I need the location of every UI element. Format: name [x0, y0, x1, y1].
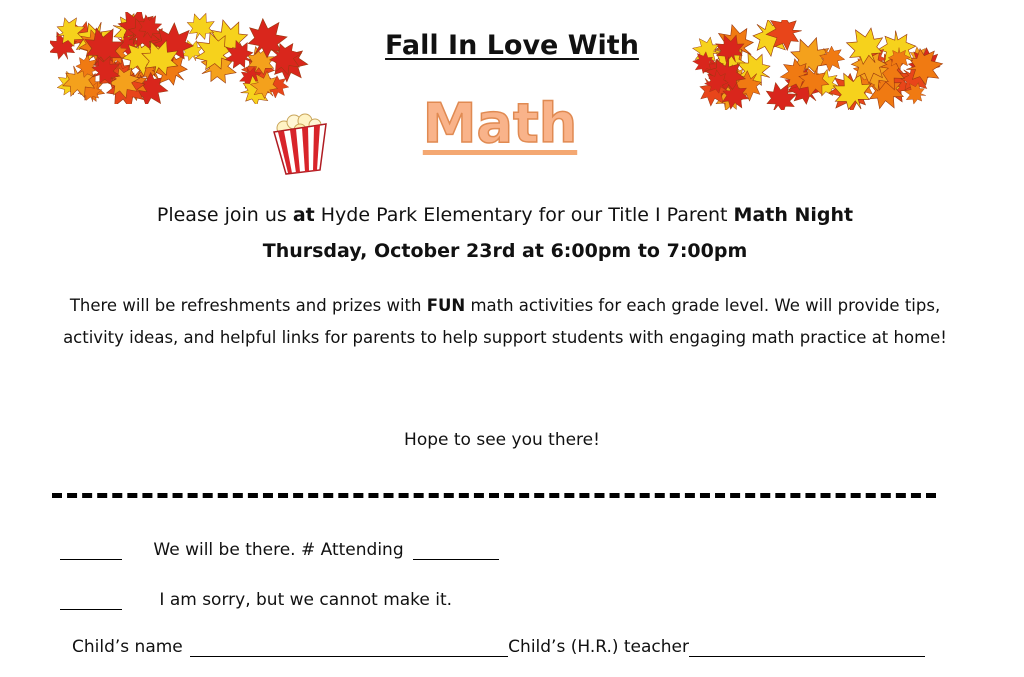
cut-line-divider — [52, 493, 936, 498]
not-attending-label: I am sorry, but we cannot make it. — [159, 590, 453, 610]
child-info-row — [72, 637, 925, 657]
not-attending-check-blank[interactable] — [60, 591, 122, 610]
invite-at: at — [292, 204, 315, 226]
event-description — [60, 290, 950, 354]
flyer-title: Fall In Love With — [385, 30, 639, 61]
invite-event: Math Night — [733, 204, 854, 226]
rsvp-attending-row — [60, 540, 499, 560]
description-emphasis: FUN — [426, 296, 466, 315]
leaf-shape — [778, 56, 814, 92]
child-name-label: Child’s name — [72, 637, 183, 657]
description-after: math activities for each grade level. We will provide tips, activity ideas, and helpful links for parents to help support students with engaging math practice at home! — [63, 296, 947, 347]
attending-check-blank[interactable] — [60, 541, 122, 560]
leaf-shape — [856, 57, 890, 91]
leaf-shape — [105, 58, 138, 91]
child-name-blank[interactable] — [190, 638, 508, 657]
description-before: There will be refreshments and prizes with — [69, 296, 427, 315]
leaf-shape — [718, 65, 746, 93]
invite-middle: Hyde Park Elementary for our Title I Parent — [314, 204, 734, 226]
invite-line — [0, 204, 1010, 226]
event-datetime: Thursday, October 23rd at 6:00pm to 7:00pm — [262, 240, 748, 262]
invite-prefix: Please join us — [156, 204, 293, 226]
teacher-name-blank[interactable] — [689, 638, 925, 657]
closing-text: Hope to see you there! — [404, 430, 600, 450]
attending-label: We will be there. # Attending — [153, 540, 404, 560]
attending-count-blank[interactable] — [413, 541, 499, 560]
rsvp-not-attending-row — [60, 590, 452, 610]
leaf-shape — [236, 63, 266, 93]
teacher-label: Child’s (H.R.) teacher — [508, 637, 689, 657]
flyer-subject: Math — [422, 92, 578, 155]
